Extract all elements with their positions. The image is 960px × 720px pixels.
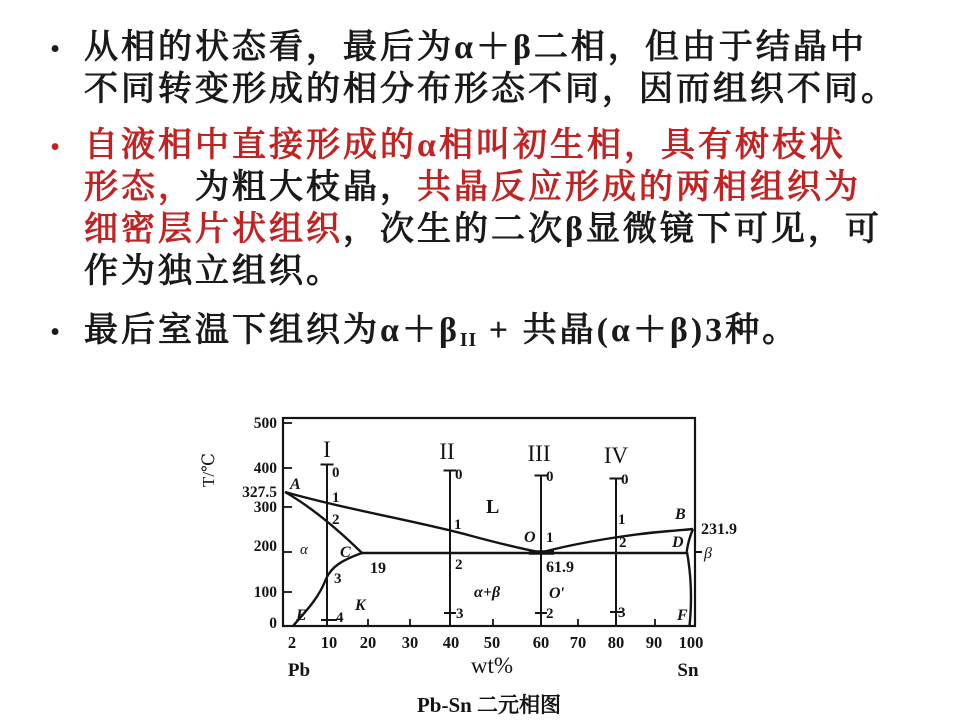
region-alpha-beta-label: α+β (474, 584, 501, 601)
y-tick-label: 500 (253, 415, 277, 432)
alpha-max-label: 19 (370, 560, 386, 577)
solidus-beta-curve (687, 529, 693, 551)
point-F-label: F (677, 607, 688, 624)
point-A-label: A (290, 476, 301, 493)
point-C-label: C (340, 544, 351, 561)
bullet-marker: • (50, 131, 61, 163)
x-tick-label: 2 (287, 633, 297, 652)
x-tick-label: 90 (645, 633, 663, 652)
x-left-label: Pb (287, 660, 311, 681)
point-label: 3 (456, 606, 464, 622)
point-label: 1 (332, 490, 340, 506)
diagram-caption: Pb-Sn 二元相图 (416, 693, 562, 717)
bullet-list (50, 27, 930, 375)
point-label: 0 (546, 469, 554, 485)
y-tick-label: 300 (253, 499, 277, 516)
roman-numeral-I: I (323, 437, 331, 462)
y-tick-label: 200 (253, 538, 277, 555)
bullet-line (84, 125, 882, 167)
bullet-marker: • (50, 316, 61, 348)
roman-numeral-II: II (439, 439, 455, 464)
liquidus-left-curve (285, 492, 541, 553)
sn-melting-label: 231.9 (701, 521, 737, 538)
x-tick-label: 10 (320, 633, 338, 652)
x-right-label: Sn (677, 660, 699, 681)
bullet-line (84, 167, 882, 209)
text-segment: 自液相中直接形成的α相叫初生相，具有树枝状 (84, 127, 846, 164)
region-alpha-label: α (300, 542, 308, 558)
point-label: 3 (618, 605, 626, 621)
text-segment: + 共晶(α＋β)3种。 (477, 312, 800, 349)
roman-numeral-IV: IV (603, 443, 629, 468)
bullet-text (84, 27, 898, 111)
x-tick-label: 20 (359, 633, 377, 652)
text-segment: 形态， (84, 169, 195, 206)
x-tick-label: 60 (532, 633, 550, 652)
phase-diagram (190, 403, 750, 720)
bullet-text (84, 310, 799, 361)
region-liquid-label: L (486, 496, 500, 518)
x-tick-label: 30 (401, 633, 419, 652)
alloy-line-I (321, 465, 338, 627)
alloy-line-II (444, 471, 457, 627)
eutectic-composition-label: 61.9 (546, 559, 574, 576)
x-tick-label: 70 (569, 633, 587, 652)
y-tick-label: 100 (253, 584, 277, 601)
bullet-item-3 (50, 310, 930, 361)
point-label: 1 (546, 530, 554, 546)
text-segment: 从相的状态看，最后为α＋β二相，但由于结晶中 (84, 29, 867, 66)
bullet-line (84, 69, 898, 111)
bullet-item-1 (50, 27, 930, 111)
point-label: 3 (334, 571, 342, 587)
x-axis-title: wt% (470, 653, 514, 678)
point-label: 2 (546, 606, 554, 622)
y-tick-label: 400 (253, 460, 277, 477)
bullet-line (84, 27, 898, 69)
x-tick-label: 100 (678, 633, 704, 652)
point-label: 1 (618, 512, 626, 528)
text-segment: 最后室温下组织为α＋β (84, 312, 460, 349)
point-label: 2 (619, 535, 627, 551)
point-label: 0 (455, 467, 463, 483)
point-E-label: E (296, 607, 307, 624)
point-label: 0 (621, 472, 629, 488)
region-beta-label: β (704, 545, 712, 562)
point-label: 2 (455, 557, 463, 573)
x-tick-label: 40 (442, 633, 460, 652)
point-O-prime-label: O′ (549, 585, 566, 602)
bullet-marker: • (50, 33, 61, 65)
subscript-segment: II (459, 328, 478, 351)
point-K-label: K (355, 597, 366, 614)
point-D-label: D (672, 534, 684, 551)
bullet-text (84, 125, 882, 293)
text-segment: 为粗大枝晶， (195, 169, 417, 206)
point-B-label: B (675, 506, 686, 523)
bullet-line (84, 251, 882, 293)
point-label: 1 (454, 517, 462, 533)
text-segment: 作为独立组织。 (84, 253, 343, 290)
y-tick-label: 0 (269, 615, 277, 632)
point-label: 4 (336, 610, 344, 626)
y-axis-ticks (283, 423, 292, 592)
x-tick-label: 80 (607, 633, 625, 652)
text-segment: 不同转变形成的相分布形态不同，因而组织不同。 (84, 71, 898, 108)
text-segment: 共晶反应形成的两相组织为 (417, 169, 861, 206)
text-segment: 细密层片状组织 (84, 211, 343, 248)
point-label: 0 (332, 465, 340, 481)
bullet-line (84, 310, 799, 361)
bullet-item-2 (50, 125, 930, 293)
bullet-line (84, 209, 882, 251)
y-tick-label: 327.5 (242, 484, 277, 501)
point-label: 2 (332, 512, 340, 528)
text-segment: ，次生的二次β显微镜下可见，可 (343, 211, 882, 248)
roman-numeral-III: III (527, 441, 551, 466)
y-axis-title: T/℃ (199, 452, 218, 488)
x-tick-label: 50 (483, 633, 501, 652)
point-O-label: O (524, 529, 536, 546)
